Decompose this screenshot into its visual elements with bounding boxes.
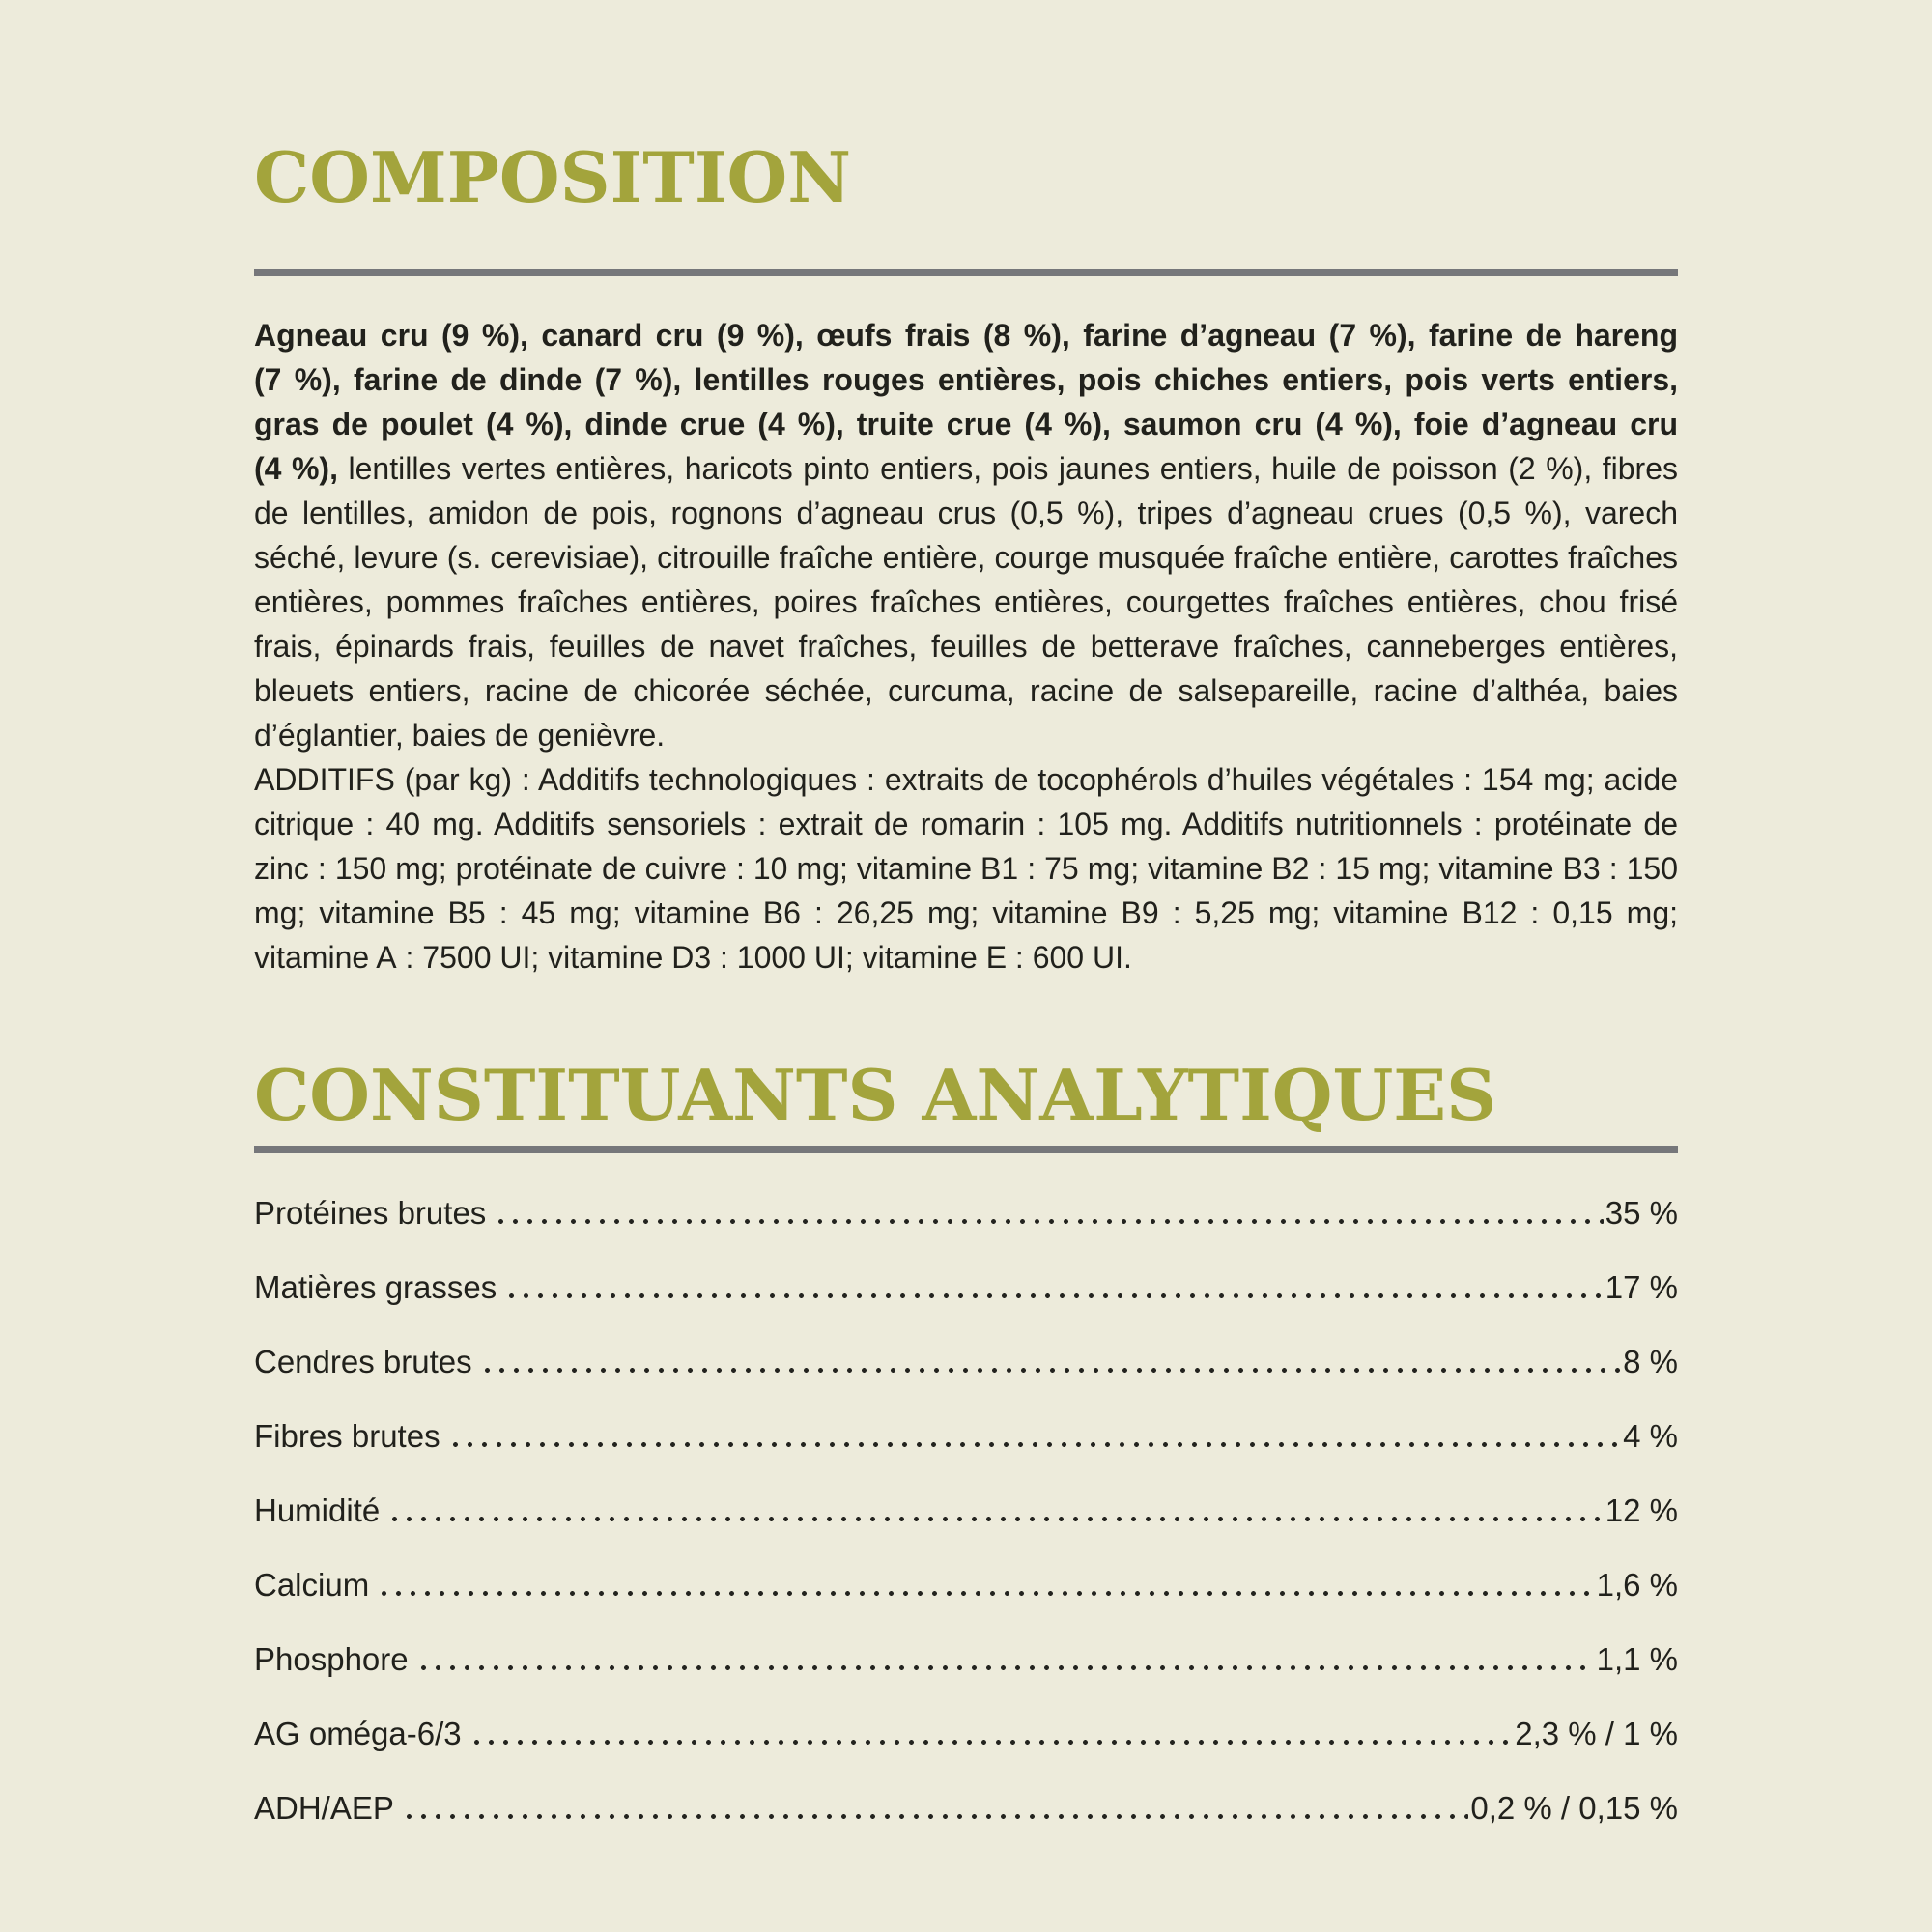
dot-leader <box>406 1813 1468 1820</box>
dot-leader <box>381 1590 1594 1597</box>
analytical-title: CONSTITUANTS ANALYTIQUES <box>254 1054 1497 1136</box>
row-value: 2,3 % / 1 % <box>1515 1716 1678 1751</box>
row-label: Cendres brutes <box>254 1344 472 1379</box>
ingredients-regular-text: lentilles vertes entières, haricots pinto entiers, pois jaunes entiers, huile de poisson (2 %), fibres de lentilles, amidon de pois, rognons d’agneau crus (0,5 %), tripes d’agneau crues (0,5 %), varech séché, levure (s. cerevisiae), citrouille fraîche entière, courge musquée fraîche entière, carottes fraîches entières, pommes fraîches entières, poires fraîches entières, courgettes fraîches entières, chou frisé frais, épinards frais, feuilles de navet fraîches, feuilles de betterave fraîches, canneberges entières, bleuets entiers, racine de chicorée séchée, curcuma, racine de salsepareille, racine d’althéa, baies d’églantier, baies de genièvre. <box>254 451 1679 753</box>
dot-leader <box>473 1739 1514 1746</box>
divider <box>254 1146 1678 1153</box>
table-row <box>254 1715 1678 1752</box>
dot-leader <box>420 1664 1595 1671</box>
ingredients-bold-text: Agneau cru (9 %), canard cru (9 %), œufs frais (8 %), farine d’agneau (7 %), farine de hareng (7 %), farine de dinde (7 %), lentilles rouges entières, pois chiches entiers, pois verts entiers, gras de poulet (4 %), dinde crue (4 %), truite crue (4 %), saumon cru (4 %), foie d’agneau cru (4 %), <box>254 318 1678 486</box>
composition-title: COMPOSITION <box>254 136 852 218</box>
table-row <box>254 1343 1678 1380</box>
row-value: 1,1 % <box>1596 1641 1678 1677</box>
row-label: AG oméga-6/3 <box>254 1716 462 1751</box>
table-row <box>254 1789 1678 1827</box>
additives-text: ADDITIFS (par kg) : Additifs technologiques : extraits de tocophérols d’huiles végétales : 154 mg; acide citrique : 40 mg. Additifs sensoriels : extrait de romarin : 105 mg. Additifs nutritionnels : protéinate de zinc : 150 mg; protéinate de cuivre : 10 mg; vitamine B1 : 75 mg; vitamine B2 : 15 mg; vitamine B3 : 150 mg; vitamine B5 : 45 mg; vitamine B6 : 26,25 mg; vitamine B9 : 5,25 mg; vitamine B12 : 0,15 mg; vitamine A : 7500 UI; vitamine D3 : 1000 UI; vitamine E : 600 UI. <box>254 762 1678 975</box>
dot-leader <box>508 1293 1604 1299</box>
row-value: 4 % <box>1623 1418 1678 1454</box>
row-value: 1,6 % <box>1596 1567 1678 1603</box>
table-row <box>254 1492 1678 1529</box>
table-row <box>254 1194 1678 1232</box>
analytical-section <box>254 1054 1678 1863</box>
dot-leader <box>452 1441 1622 1448</box>
row-value: 8 % <box>1623 1344 1678 1379</box>
table-row <box>254 1566 1678 1604</box>
row-value: 0,2 % / 0,15 % <box>1470 1790 1678 1826</box>
table-row <box>254 1268 1678 1306</box>
analytical-table <box>254 1194 1678 1827</box>
row-label: ADH/AEP <box>254 1790 394 1826</box>
table-row <box>254 1640 1678 1678</box>
divider <box>254 269 1678 276</box>
row-value: 35 % <box>1605 1195 1678 1231</box>
row-label: Protéines brutes <box>254 1195 487 1231</box>
dot-leader <box>391 1516 1604 1522</box>
row-value: 12 % <box>1605 1492 1678 1528</box>
row-value: 17 % <box>1605 1269 1678 1305</box>
row-label: Humidité <box>254 1492 381 1528</box>
composition-section <box>254 136 1679 980</box>
dot-leader <box>484 1367 1622 1374</box>
row-label: Phosphore <box>254 1641 409 1677</box>
row-label: Calcium <box>254 1567 370 1603</box>
table-row <box>254 1417 1678 1455</box>
ingredients-text <box>254 313 1678 757</box>
dot-leader <box>497 1218 1603 1225</box>
row-label: Matières grasses <box>254 1269 497 1305</box>
row-label: Fibres brutes <box>254 1418 440 1454</box>
